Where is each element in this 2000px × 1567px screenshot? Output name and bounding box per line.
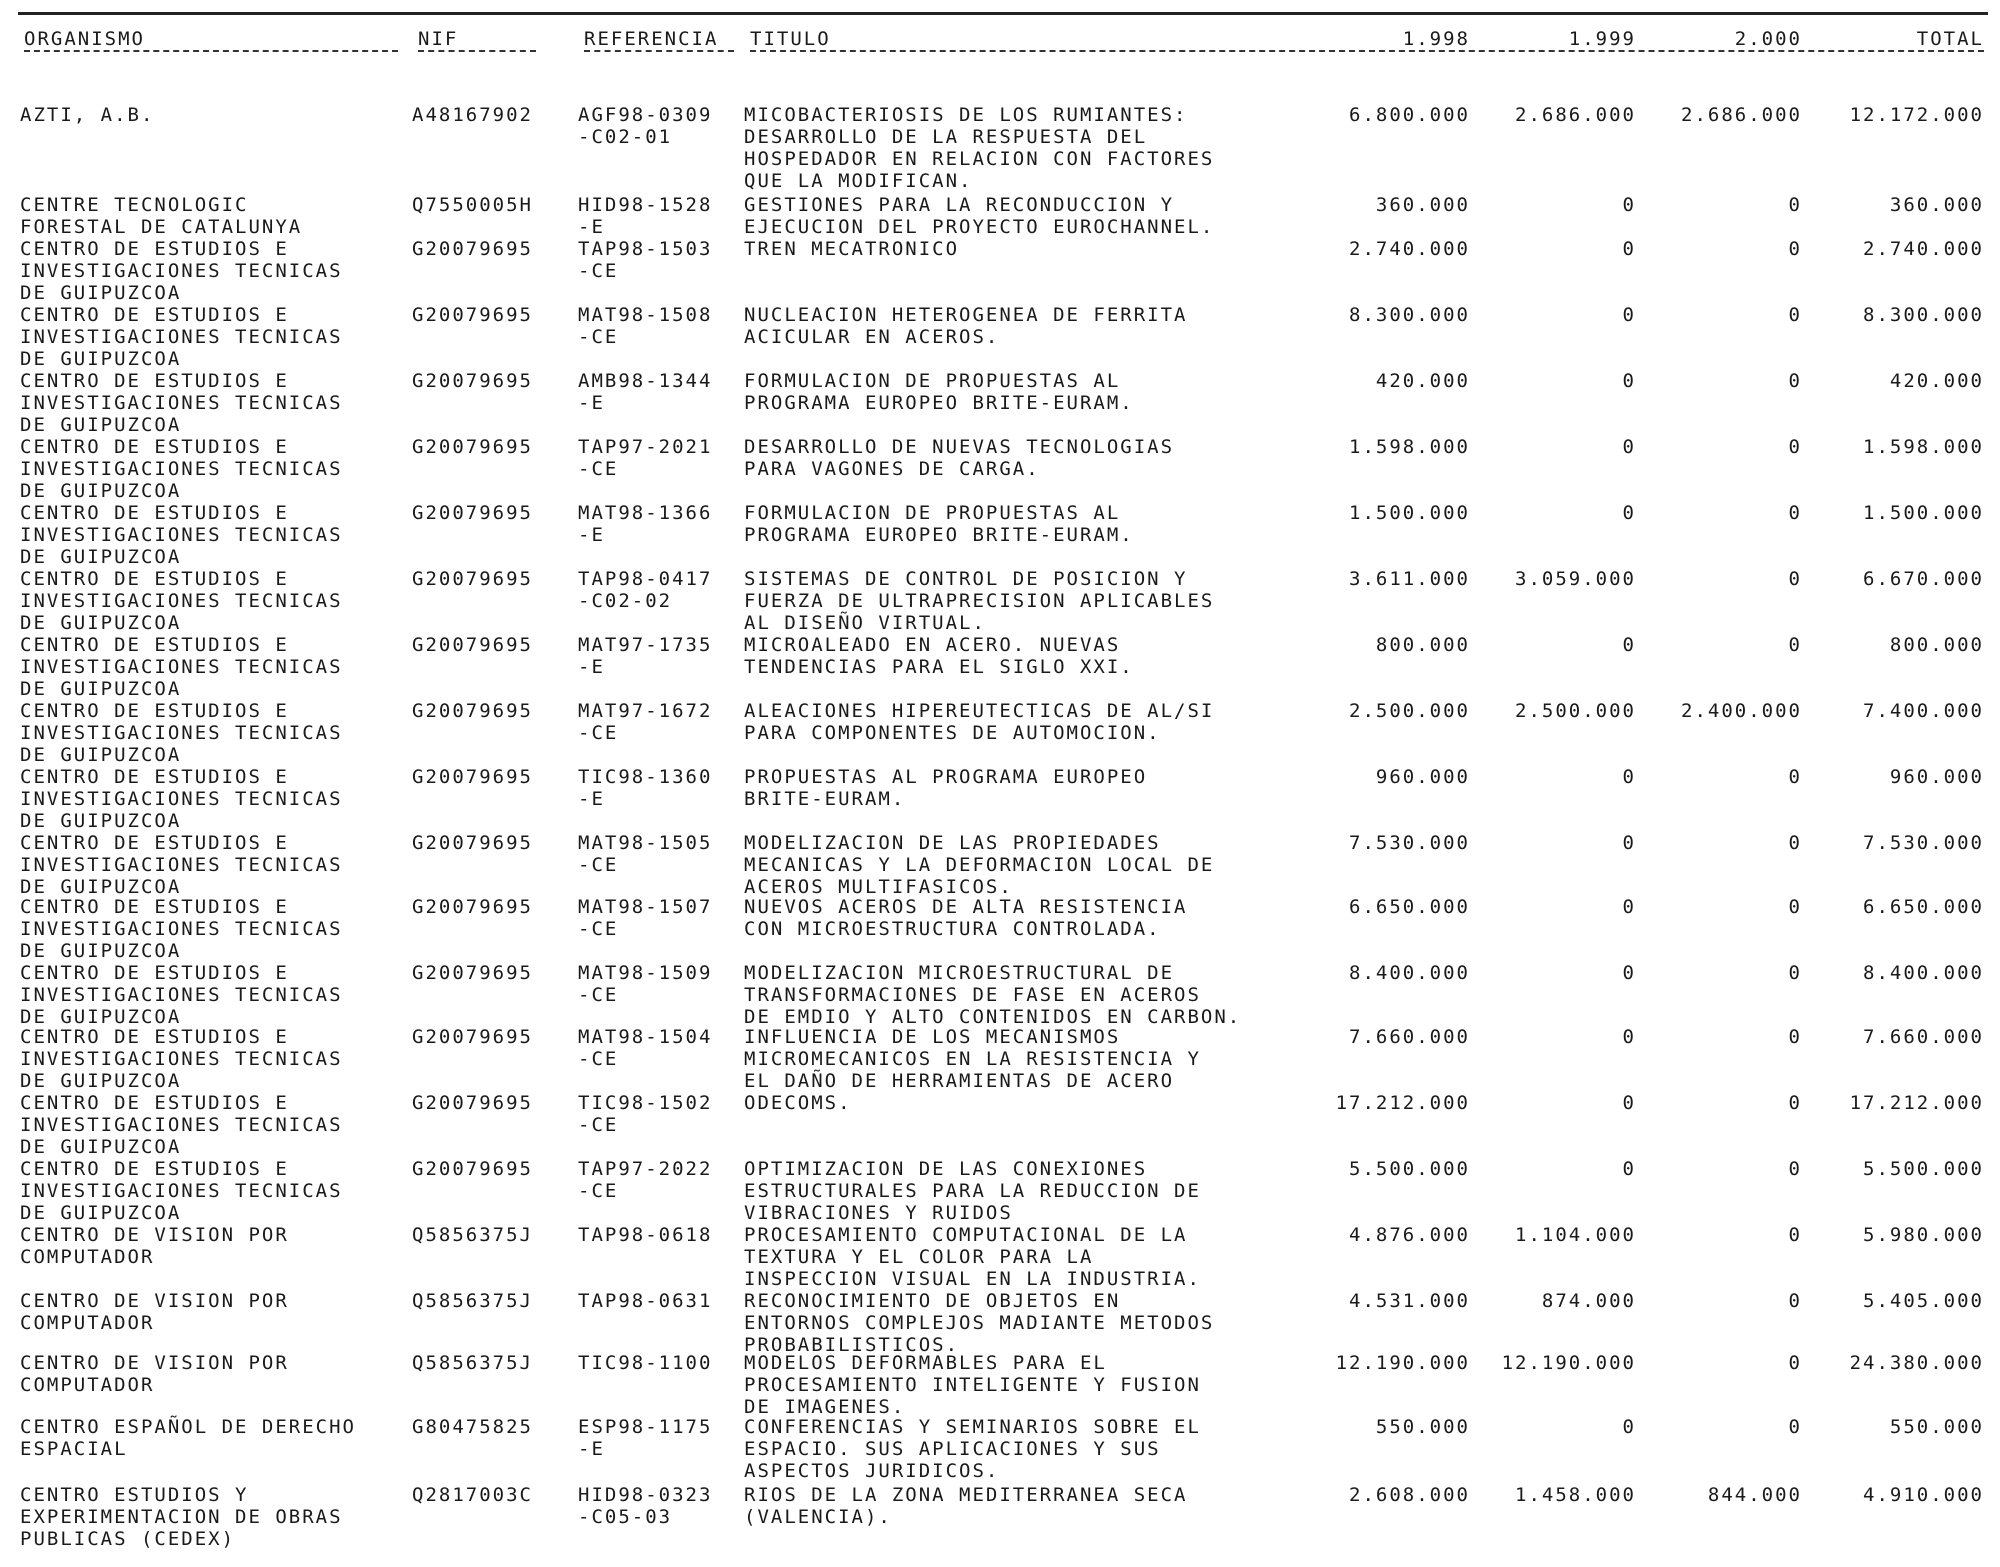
nif-cell: G20079695 — [412, 1092, 533, 1114]
organismo-cell: CENTRO DE ESTUDIOS E INVESTIGACIONES TECNICAS DE GUIPUZCOA — [20, 238, 343, 304]
nif-cell: G20079695 — [412, 1158, 533, 1180]
amount-1998-cell: 6.650.000 — [1349, 896, 1470, 918]
nif-cell: G20079695 — [412, 766, 533, 788]
header-nif: NIF — [418, 28, 459, 50]
organismo-cell: CENTRO ESPAÑOL DE DERECHO ESPACIAL — [20, 1416, 356, 1460]
total-cell: 2.740.000 — [1863, 238, 1984, 260]
nif-cell: Q5856375J — [412, 1224, 533, 1246]
amount-2000-cell: 0 — [1788, 634, 1802, 656]
referencia-cell: TIC98-1100 — [578, 1352, 713, 1374]
nif-cell: G20079695 — [412, 436, 533, 458]
organismo-cell: CENTRO DE ESTUDIOS E INVESTIGACIONES TECNICAS DE GUIPUZCOA — [20, 1092, 343, 1158]
total-cell: 24.380.000 — [1849, 1352, 1984, 1374]
amount-1999-cell: 0 — [1622, 896, 1636, 918]
nif-cell: G20079695 — [412, 832, 533, 854]
organismo-cell: CENTRO DE ESTUDIOS E INVESTIGACIONES TECNICAS DE GUIPUZCOA — [20, 502, 343, 568]
organismo-cell: CENTRO DE VISION POR COMPUTADOR — [20, 1290, 289, 1334]
total-cell: 7.530.000 — [1863, 832, 1984, 854]
nif-cell: G20079695 — [412, 568, 533, 590]
total-cell: 800.000 — [1889, 634, 1984, 656]
amount-2000-cell: 0 — [1788, 436, 1802, 458]
amount-2000-cell: 844.000 — [1707, 1484, 1802, 1506]
referencia-cell: TAP98-0417 -C02-02 — [578, 568, 713, 612]
referencia-cell: TAP98-0631 — [578, 1290, 713, 1312]
amount-2000-cell: 0 — [1788, 766, 1802, 788]
titulo-cell: GESTIONES PARA LA RECONDUCCION Y EJECUCION DEL PROYECTO EUROCHANNEL. — [744, 194, 1215, 238]
titulo-cell: ODECOMS. — [744, 1092, 852, 1114]
amount-2000-cell: 0 — [1788, 1158, 1802, 1180]
titulo-cell: NUCLEACION HETEROGENEA DE FERRITA ACICULAR EN ACEROS. — [744, 304, 1188, 348]
organismo-cell: CENTRO DE ESTUDIOS E INVESTIGACIONES TECNICAS DE GUIPUZCOA — [20, 1026, 343, 1092]
nif-cell: G20079695 — [412, 238, 533, 260]
total-cell: 5.500.000 — [1863, 1158, 1984, 1180]
amount-2000-cell: 0 — [1788, 1092, 1802, 1114]
amount-1998-cell: 960.000 — [1375, 766, 1470, 788]
organismo-cell: CENTRO DE ESTUDIOS E INVESTIGACIONES TECNICAS DE GUIPUZCOA — [20, 962, 343, 1028]
titulo-cell: RECONOCIMIENTO DE OBJETOS EN ENTORNOS COMPLEJOS MADIANTE METODOS PROBABILISTICOS. — [744, 1290, 1215, 1356]
total-cell: 360.000 — [1889, 194, 1984, 216]
amount-1998-cell: 2.608.000 — [1349, 1484, 1470, 1506]
amount-1998-cell: 3.611.000 — [1349, 568, 1470, 590]
amount-1998-cell: 360.000 — [1375, 194, 1470, 216]
header-underline-organismo — [24, 50, 398, 62]
amount-1998-cell: 800.000 — [1375, 634, 1470, 656]
referencia-cell: MAT98-1507 -CE — [578, 896, 713, 940]
amount-1999-cell: 0 — [1622, 766, 1636, 788]
titulo-cell: CONFERENCIAS Y SEMINARIOS SOBRE EL ESPACIO. SUS APLICACIONES Y SUS ASPECTOS JURIDICOS. — [744, 1416, 1201, 1482]
amount-1999-cell: 0 — [1622, 304, 1636, 326]
header-underline-nif — [418, 50, 536, 62]
titulo-cell: PROCESAMIENTO COMPUTACIONAL DE LA TEXTURA Y EL COLOR PARA LA INSPECCION VISUAL EN LA INDUSTRIA. — [744, 1224, 1201, 1290]
amount-1999-cell: 0 — [1622, 1158, 1636, 1180]
amount-1999-cell: 0 — [1622, 194, 1636, 216]
amount-2000-cell: 0 — [1788, 1352, 1802, 1374]
titulo-cell: RIOS DE LA ZONA MEDITERRANEA SECA (VALENCIA). — [744, 1484, 1188, 1528]
header-1999: 1.999 — [1568, 28, 1636, 50]
referencia-cell: MAT98-1504 -CE — [578, 1026, 713, 1070]
total-cell: 8.300.000 — [1863, 304, 1984, 326]
titulo-cell: OPTIMIZACION DE LAS CONEXIONES ESTRUCTURALES PARA LA REDUCCION DE VIBRACIONES Y RUIDOS — [744, 1158, 1201, 1224]
amount-1998-cell: 7.530.000 — [1349, 832, 1470, 854]
amount-1999-cell: 0 — [1622, 370, 1636, 392]
amount-1999-cell: 0 — [1622, 634, 1636, 656]
amount-2000-cell: 0 — [1788, 568, 1802, 590]
organismo-cell: CENTRE TECNOLOGIC FORESTAL DE CATALUNYA — [20, 194, 303, 238]
nif-cell: G20079695 — [412, 700, 533, 722]
referencia-cell: HID98-1528 -E — [578, 194, 713, 238]
header-referencia: REFERENCIA — [584, 28, 719, 50]
total-cell: 7.660.000 — [1863, 1026, 1984, 1048]
amount-1998-cell: 4.876.000 — [1349, 1224, 1470, 1246]
organismo-cell: CENTRO DE VISION POR COMPUTADOR — [20, 1224, 289, 1268]
amount-2000-cell: 2.400.000 — [1681, 700, 1802, 722]
amount-1999-cell: 0 — [1622, 962, 1636, 984]
referencia-cell: TAP97-2022 -CE — [578, 1158, 713, 1202]
total-cell: 5.405.000 — [1863, 1290, 1984, 1312]
nif-cell: G20079695 — [412, 304, 533, 326]
nif-cell: G20079695 — [412, 502, 533, 524]
total-cell: 1.598.000 — [1863, 436, 1984, 458]
amount-1999-cell: 0 — [1622, 1416, 1636, 1438]
header-titulo: TITULO — [750, 28, 831, 50]
amount-1998-cell: 420.000 — [1375, 370, 1470, 392]
total-cell: 17.212.000 — [1849, 1092, 1984, 1114]
amount-1999-cell: 12.190.000 — [1501, 1352, 1636, 1374]
nif-cell: G20079695 — [412, 962, 533, 984]
amount-1998-cell: 5.500.000 — [1349, 1158, 1470, 1180]
amount-2000-cell: 0 — [1788, 1416, 1802, 1438]
amount-2000-cell: 0 — [1788, 194, 1802, 216]
nif-cell: Q5856375J — [412, 1352, 533, 1374]
amount-1999-cell: 2.686.000 — [1515, 104, 1636, 126]
header-underline-titulo — [750, 50, 1984, 62]
header-1998: 1.998 — [1402, 28, 1470, 50]
total-cell: 420.000 — [1889, 370, 1984, 392]
titulo-cell: NUEVOS ACEROS DE ALTA RESISTENCIA CON MICROESTRUCTURA CONTROLADA. — [744, 896, 1188, 940]
amount-1998-cell: 1.598.000 — [1349, 436, 1470, 458]
nif-cell: Q7550005H — [412, 194, 533, 216]
amount-1998-cell: 2.740.000 — [1349, 238, 1470, 260]
total-cell: 5.980.000 — [1863, 1224, 1984, 1246]
titulo-cell: MICROALEADO EN ACERO. NUEVAS TENDENCIAS PARA EL SIGLO XXI. — [744, 634, 1134, 678]
organismo-cell: AZTI, A.B. — [20, 104, 155, 126]
referencia-cell: TAP98-0618 — [578, 1224, 713, 1246]
amount-1998-cell: 7.660.000 — [1349, 1026, 1470, 1048]
referencia-cell: TAP97-2021 -CE — [578, 436, 713, 480]
nif-cell: G20079695 — [412, 896, 533, 918]
organismo-cell: CENTRO DE ESTUDIOS E INVESTIGACIONES TECNICAS DE GUIPUZCOA — [20, 304, 343, 370]
amount-1999-cell: 0 — [1622, 238, 1636, 260]
header-2000: 2.000 — [1734, 28, 1802, 50]
organismo-cell: CENTRO ESTUDIOS Y EXPERIMENTACION DE OBRAS PUBLICAS (CEDEX) — [20, 1484, 343, 1550]
amount-1998-cell: 12.190.000 — [1335, 1352, 1470, 1374]
amount-2000-cell: 0 — [1788, 238, 1802, 260]
amount-2000-cell: 0 — [1788, 304, 1802, 326]
amount-1998-cell: 8.300.000 — [1349, 304, 1470, 326]
total-cell: 6.670.000 — [1863, 568, 1984, 590]
header-total: TOTAL — [1916, 28, 1984, 50]
organismo-cell: CENTRO DE ESTUDIOS E INVESTIGACIONES TECNICAS DE GUIPUZCOA — [20, 766, 343, 832]
nif-cell: Q5856375J — [412, 1290, 533, 1312]
total-cell: 4.910.000 — [1863, 1484, 1984, 1506]
nif-cell: Q2817003C — [412, 1484, 533, 1506]
amount-2000-cell: 0 — [1788, 502, 1802, 524]
nif-cell: G20079695 — [412, 634, 533, 656]
nif-cell: A48167902 — [412, 104, 533, 126]
referencia-cell: MAT97-1735 -E — [578, 634, 713, 678]
amount-1999-cell: 874.000 — [1541, 1290, 1636, 1312]
nif-cell: G20079695 — [412, 370, 533, 392]
organismo-cell: CENTRO DE ESTUDIOS E INVESTIGACIONES TECNICAS DE GUIPUZCOA — [20, 700, 343, 766]
amount-1998-cell: 17.212.000 — [1335, 1092, 1470, 1114]
amount-2000-cell: 0 — [1788, 1026, 1802, 1048]
total-cell: 12.172.000 — [1849, 104, 1984, 126]
amount-1999-cell: 0 — [1622, 502, 1636, 524]
header-organismo: ORGANISMO — [24, 28, 145, 50]
amount-1999-cell: 1.104.000 — [1515, 1224, 1636, 1246]
organismo-cell: CENTRO DE ESTUDIOS E INVESTIGACIONES TECNICAS DE GUIPUZCOA — [20, 370, 343, 436]
referencia-cell: MAT97-1672 -CE — [578, 700, 713, 744]
amount-2000-cell: 0 — [1788, 832, 1802, 854]
titulo-cell: PROPUESTAS AL PROGRAMA EUROPEO BRITE-EURAM. — [744, 766, 1148, 810]
referencia-cell: TIC98-1360 -E — [578, 766, 713, 810]
titulo-cell: MODELIZACION MICROESTRUCTURAL DE TRANSFORMACIONES DE FASE EN ACEROS DE EMDIO Y ALTO CONTENIDOS EN CARBON. — [744, 962, 1242, 1028]
titulo-cell: ALEACIONES HIPEREUTECTICAS DE AL/SI PARA COMPONENTES DE AUTOMOCION. — [744, 700, 1215, 744]
amount-1998-cell: 1.500.000 — [1349, 502, 1470, 524]
referencia-cell: AGF98-0309 -C02-01 — [578, 104, 713, 148]
referencia-cell: HID98-0323 -C05-03 — [578, 1484, 713, 1528]
organismo-cell: CENTRO DE VISION POR COMPUTADOR — [20, 1352, 289, 1396]
amount-1998-cell: 8.400.000 — [1349, 962, 1470, 984]
referencia-cell: MAT98-1505 -CE — [578, 832, 713, 876]
titulo-cell: MICOBACTERIOSIS DE LOS RUMIANTES: DESARROLLO DE LA RESPUESTA DEL HOSPEDADOR EN RELACION CON FACTORES QUE LA MODIFICAN. — [744, 104, 1215, 192]
amount-2000-cell: 0 — [1788, 370, 1802, 392]
amount-2000-cell: 0 — [1788, 962, 1802, 984]
amount-1998-cell: 2.500.000 — [1349, 700, 1470, 722]
amount-2000-cell: 2.686.000 — [1681, 104, 1802, 126]
organismo-cell: CENTRO DE ESTUDIOS E INVESTIGACIONES TECNICAS DE GUIPUZCOA — [20, 568, 343, 634]
amount-1999-cell: 0 — [1622, 832, 1636, 854]
referencia-cell: ESP98-1175 -E — [578, 1416, 713, 1460]
total-cell: 1.500.000 — [1863, 502, 1984, 524]
referencia-cell: MAT98-1366 -E — [578, 502, 713, 546]
titulo-cell: SISTEMAS DE CONTROL DE POSICION Y FUERZA DE ULTRAPRECISION APLICABLES AL DISEÑO VIRTUAL. — [744, 568, 1215, 634]
titulo-cell: FORMULACION DE PROPUESTAS AL PROGRAMA EUROPEO BRITE-EURAM. — [744, 502, 1134, 546]
organismo-cell: CENTRO DE ESTUDIOS E INVESTIGACIONES TECNICAS DE GUIPUZCOA — [20, 436, 343, 502]
titulo-cell: MODELIZACION DE LAS PROPIEDADES MECANICAS Y LA DEFORMACION LOCAL DE ACEROS MULTIFASICOS. — [744, 832, 1215, 898]
referencia-cell: TIC98-1502 -CE — [578, 1092, 713, 1136]
amount-1998-cell: 550.000 — [1375, 1416, 1470, 1438]
nif-cell: G20079695 — [412, 1026, 533, 1048]
amount-1998-cell: 6.800.000 — [1349, 104, 1470, 126]
header-underline-referencia — [584, 50, 734, 62]
amount-1999-cell: 0 — [1622, 1092, 1636, 1114]
amount-1999-cell: 3.059.000 — [1515, 568, 1636, 590]
nif-cell: G80475825 — [412, 1416, 533, 1438]
amount-2000-cell: 0 — [1788, 1290, 1802, 1312]
amount-1998-cell: 4.531.000 — [1349, 1290, 1470, 1312]
amount-1999-cell: 2.500.000 — [1515, 700, 1636, 722]
organismo-cell: CENTRO DE ESTUDIOS E INVESTIGACIONES TECNICAS DE GUIPUZCOA — [20, 634, 343, 700]
amount-2000-cell: 0 — [1788, 896, 1802, 918]
total-cell: 7.400.000 — [1863, 700, 1984, 722]
referencia-cell: AMB98-1344 -E — [578, 370, 713, 414]
amount-2000-cell: 0 — [1788, 1224, 1802, 1246]
referencia-cell: MAT98-1509 -CE — [578, 962, 713, 1006]
amount-1999-cell: 0 — [1622, 1026, 1636, 1048]
total-cell: 8.400.000 — [1863, 962, 1984, 984]
top-rule — [18, 12, 1988, 15]
amount-1999-cell: 0 — [1622, 436, 1636, 458]
titulo-cell: FORMULACION DE PROPUESTAS AL PROGRAMA EUROPEO BRITE-EURAM. — [744, 370, 1134, 414]
amount-1999-cell: 1.458.000 — [1515, 1484, 1636, 1506]
total-cell: 6.650.000 — [1863, 896, 1984, 918]
organismo-cell: CENTRO DE ESTUDIOS E INVESTIGACIONES TECNICAS DE GUIPUZCOA — [20, 896, 343, 962]
total-cell: 960.000 — [1889, 766, 1984, 788]
titulo-cell: TREN MECATRONICO — [744, 238, 960, 260]
total-cell: 550.000 — [1889, 1416, 1984, 1438]
titulo-cell: MODELOS DEFORMABLES PARA EL PROCESAMIENTO INTELIGENTE Y FUSION DE IMAGENES. — [744, 1352, 1201, 1418]
referencia-cell: TAP98-1503 -CE — [578, 238, 713, 282]
organismo-cell: CENTRO DE ESTUDIOS E INVESTIGACIONES TECNICAS DE GUIPUZCOA — [20, 1158, 343, 1224]
organismo-cell: CENTRO DE ESTUDIOS E INVESTIGACIONES TECNICAS DE GUIPUZCOA — [20, 832, 343, 898]
titulo-cell: INFLUENCIA DE LOS MECANISMOS MICROMECANICOS EN LA RESISTENCIA Y EL DAÑO DE HERRAMIENTAS DE ACERO — [744, 1026, 1201, 1092]
titulo-cell: DESARROLLO DE NUEVAS TECNOLOGIAS PARA VAGONES DE CARGA. — [744, 436, 1175, 480]
referencia-cell: MAT98-1508 -CE — [578, 304, 713, 348]
